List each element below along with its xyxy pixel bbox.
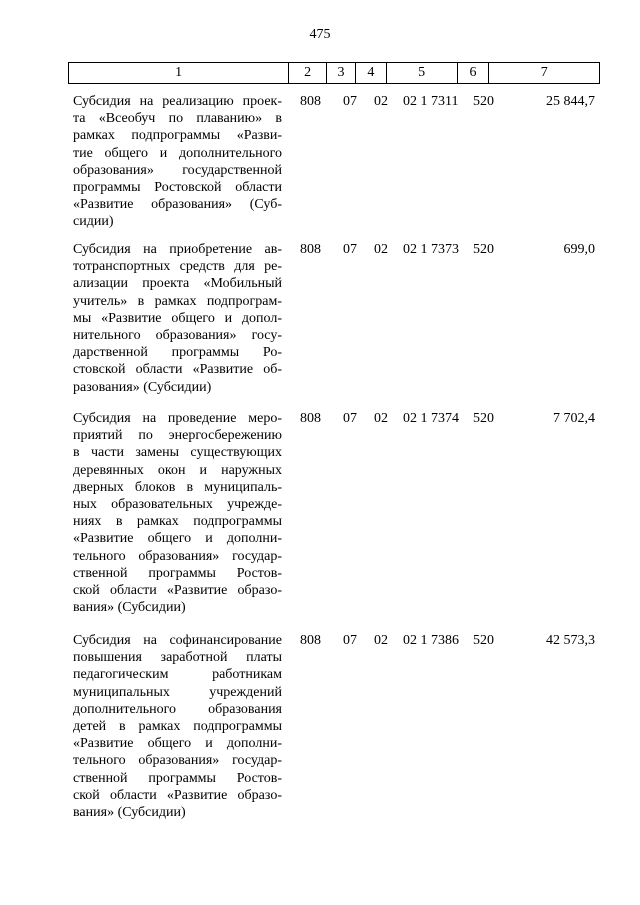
description-line: «Развитие образования» (Суб- — [73, 197, 282, 213]
description-line: ственной программы Ростов- — [73, 565, 282, 581]
description-line: Субсидия на проведение меро- — [73, 411, 282, 426]
description-line: ных образовательных учрежде- — [73, 497, 282, 513]
description-line: тельного образования» государ- — [73, 548, 282, 564]
row-vr: 520 — [473, 242, 494, 257]
row-csr: 02 1 7373 — [403, 242, 459, 257]
description-line: повышения заработной платы — [73, 650, 282, 666]
description-line: учитель» в рамках подпрограм- — [73, 293, 282, 309]
row-description — [73, 410, 282, 616]
row-description — [73, 93, 282, 231]
description-line: вания» (Субсидии) — [73, 805, 186, 821]
description-line: тие общего и дополнительного — [73, 145, 282, 161]
description-line: ниях в рамках подпрограммы — [73, 514, 282, 530]
row-vr: 520 — [473, 633, 494, 648]
row-csr: 02 1 7374 — [403, 411, 459, 426]
description-line: «Развитие общего и дополни- — [73, 736, 282, 752]
row-kvr: 808 — [300, 94, 321, 109]
row-pr: 02 — [374, 411, 388, 426]
description-line: стовской области «Развитие об- — [73, 362, 282, 378]
row-pr: 02 — [374, 94, 388, 109]
row-rz: 07 — [343, 242, 357, 257]
description-line: приятий по энергосбережению — [73, 428, 282, 444]
description-line: тотранспортных средств для ре- — [73, 259, 282, 275]
header-col-2: 2 — [289, 63, 327, 83]
header-col-3: 3 — [327, 63, 356, 83]
description-line: дополнительного образования — [73, 701, 282, 717]
row-rz: 07 — [343, 94, 357, 109]
row-description — [73, 632, 282, 821]
row-sum: 7 702,4 — [553, 411, 595, 426]
description-line: вания» (Субсидии) — [73, 600, 186, 616]
row-vr: 520 — [473, 94, 494, 109]
header-col-1: 1 — [69, 63, 289, 83]
row-rz: 07 — [343, 411, 357, 426]
row-kvr: 808 — [300, 242, 321, 257]
description-line: образования» государственной — [73, 162, 282, 178]
row-description — [73, 241, 282, 396]
description-line: деревянных окон и наружных — [73, 462, 282, 478]
description-line: детей в рамках подпрограммы — [73, 719, 282, 735]
description-line: ализации проекта «Мобильный — [73, 276, 282, 292]
description-line: разования» (Субсидии) — [73, 379, 212, 395]
description-line: Субсидия на реализацию проек- — [73, 94, 282, 109]
header-col-5: 5 — [387, 63, 458, 83]
description-line: «Развитие общего и дополни- — [73, 531, 282, 547]
row-pr: 02 — [374, 633, 388, 648]
description-line: педагогическим работникам — [73, 667, 282, 683]
description-line: тельного образования» государ- — [73, 753, 282, 769]
row-vr: 520 — [473, 411, 494, 426]
description-line: ственной программы Ростов- — [73, 770, 282, 786]
row-sum: 25 844,7 — [546, 94, 595, 109]
description-line: программы Ростовской области — [73, 180, 282, 196]
row-pr: 02 — [374, 242, 388, 257]
row-kvr: 808 — [300, 411, 321, 426]
page-number: 475 — [309, 27, 331, 42]
description-line: мы «Развитие общего и допол- — [73, 310, 282, 326]
description-line: нительного образования» госу- — [73, 328, 282, 344]
header-col-6: 6 — [458, 63, 490, 83]
row-sum: 699,0 — [563, 242, 595, 257]
description-line: рамках подпрограммы «Разви- — [73, 128, 282, 144]
row-sum: 42 573,3 — [546, 633, 595, 648]
description-line: дарственной программы Ро- — [73, 345, 282, 361]
description-line: муниципальных учреждений — [73, 684, 282, 700]
row-kvr: 808 — [300, 633, 321, 648]
row-csr: 02 1 7386 — [403, 633, 459, 648]
table-header — [68, 62, 600, 84]
description-line: сидии) — [73, 214, 114, 230]
description-line: в части замены существующих — [73, 445, 282, 461]
header-col-4: 4 — [356, 63, 387, 83]
description-line: Субсидия на приобретение ав- — [73, 242, 282, 257]
description-line: ской области «Развитие образо- — [73, 583, 282, 599]
description-line: ской области «Развитие образо- — [73, 787, 282, 803]
header-col-7: 7 — [540, 65, 548, 80]
description-line: Субсидия на софинансирование — [73, 633, 282, 648]
description-line: та «Всеобуч по плаванию» в — [73, 111, 282, 127]
row-rz: 07 — [343, 633, 357, 648]
description-line: дверных блоков в муниципаль- — [73, 479, 282, 495]
row-csr: 02 1 7311 — [403, 94, 459, 109]
